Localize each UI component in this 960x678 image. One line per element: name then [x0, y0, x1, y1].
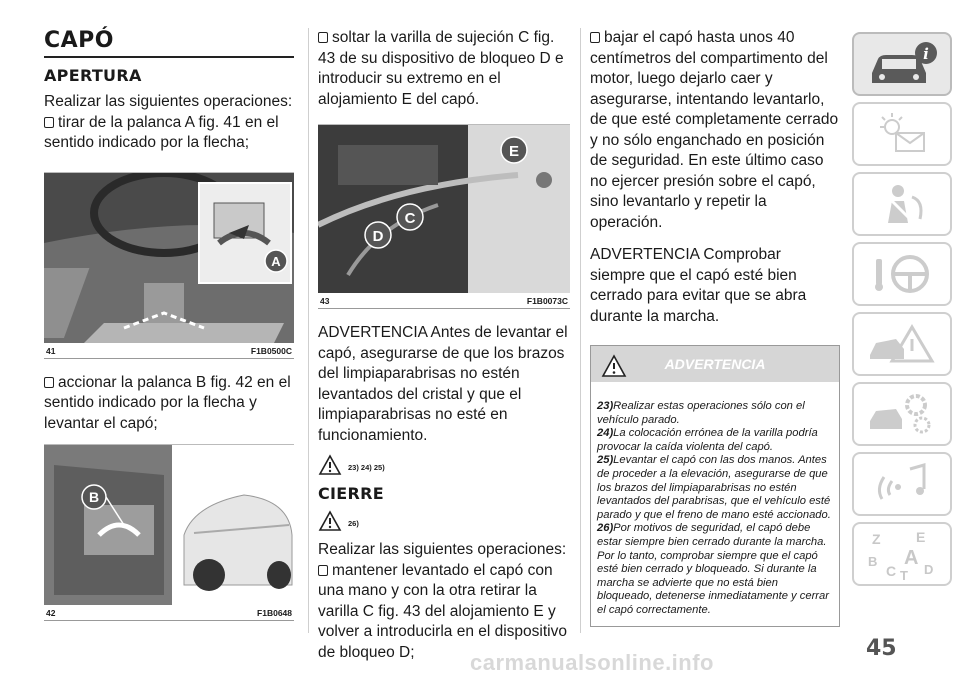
- multimedia-icon: [862, 459, 942, 509]
- page-number: 45: [866, 636, 897, 661]
- driving-icon: [862, 249, 942, 299]
- tab-warning-lights[interactable]: [852, 102, 952, 166]
- tab-index[interactable]: [852, 522, 952, 586]
- warning-refs-2: [318, 510, 570, 532]
- figure-number: 43: [320, 296, 330, 306]
- advertencia-title: ADVERTENCIA: [664, 356, 766, 372]
- svg-text:T: T: [900, 568, 908, 582]
- tab-driving[interactable]: [852, 242, 952, 306]
- safety-icon: [862, 179, 942, 229]
- svg-text:D: D: [924, 562, 934, 577]
- column-right: [590, 28, 840, 627]
- warning-paragraph: ADVERTENCIA Antes de levantar el capó, asegurarse de que los brazos del limpiaparabrisas no estén levantados del cristal y que el limpiaparabrisas no esté en funcionamiento.: [318, 324, 568, 444]
- warning-refs: 23) 24) 25): [348, 463, 385, 472]
- figure-number: 41: [46, 345, 56, 356]
- checkbox-bullet-icon: [318, 32, 328, 43]
- subsection-title-apertura: APERTURA: [44, 66, 142, 85]
- tab-multimedia[interactable]: [852, 452, 952, 516]
- tab-car-info[interactable]: [852, 32, 952, 96]
- figure-42-caption: [44, 605, 294, 621]
- subsection-title-cierre: CIERRE: [318, 484, 384, 503]
- svg-text:E: E: [916, 529, 926, 545]
- figure-41-image: [44, 173, 294, 343]
- callout-b: B: [88, 489, 100, 505]
- figure-42: [44, 444, 294, 621]
- svg-text:i: i: [923, 45, 929, 63]
- figure-code: F1B0648: [257, 608, 292, 618]
- index-icon: [862, 526, 942, 582]
- figure-42-image: [44, 445, 294, 605]
- svg-text:B: B: [868, 554, 878, 569]
- warning-paragraph-2: ADVERTENCIA Comprobar siempre que el capó esté bien cerrado para evitar que se abra durante la marcha.: [590, 246, 807, 325]
- advertencia-item: 26)Por motivos de seguridad, el capó debe estar siempre bien cerrado durante la marcha. Por lo tanto, comprobar siempre que el capó esté bien cerrado y bloqueado. Si durante la marcha se advierte que no está bien bloqueado, detenerse inmediatamente y cerrar el capó correctamente.: [597, 522, 829, 616]
- advertencia-header: [591, 346, 839, 382]
- step-2: accionar la palanca B fig. 42 en el sentido indicado por la flecha y levantar el capó;: [44, 373, 291, 432]
- title-divider: [44, 56, 294, 58]
- watermark: carmanualsonline.info: [470, 650, 714, 675]
- column-middle: [318, 28, 570, 663]
- advertencia-body: [591, 382, 839, 626]
- callout-c: C: [404, 210, 416, 227]
- advertencia-item: 23)Realizar estas operaciones sólo con el vehículo parado.: [597, 400, 805, 426]
- figure-code: F1B0073C: [526, 296, 568, 306]
- step-3: soltar la varilla de sujeción C fig. 43 de su dispositivo de bloqueo D e introducir su extremo en el alojamiento E del capó.: [318, 29, 564, 108]
- chapter-sidebar: [852, 32, 952, 592]
- emergency-icon: [862, 319, 942, 369]
- figure-43-caption: [318, 293, 570, 309]
- step-4: mantener levantado el capó con una mano y con la otra retirar la varilla C fig. 43 del alojamiento E y volver a introducirla en el dispositivo de bloqueo D;: [318, 561, 567, 661]
- warning-lights-icon: [862, 109, 942, 159]
- tab-maintenance[interactable]: [852, 382, 952, 446]
- section-title: CAPÓ: [44, 28, 114, 53]
- svg-text:C: C: [886, 563, 897, 579]
- callout-e: E: [508, 143, 520, 160]
- tab-safety[interactable]: [852, 172, 952, 236]
- step-1: tirar de la palanca A fig. 41 en el sentido indicado por la flecha;: [44, 113, 279, 151]
- column-divider: [580, 28, 581, 633]
- intro-text-2: Realizar las siguientes operaciones:: [318, 541, 567, 558]
- car-info-icon: [862, 39, 942, 89]
- callout-d: D: [372, 228, 384, 245]
- column-divider: [308, 28, 309, 633]
- checkbox-bullet-icon: [590, 32, 600, 43]
- warning-refs-1: [318, 454, 570, 476]
- warning-triangle-icon: [318, 510, 342, 532]
- checkbox-bullet-icon: [318, 565, 328, 576]
- intro-text: Realizar las siguientes operaciones:: [44, 93, 293, 110]
- advertencia-box: [590, 345, 840, 627]
- maintenance-icon: [862, 389, 942, 439]
- svg-text:Z: Z: [872, 531, 881, 547]
- advertencia-item: 25)Levantar el capó con las dos manos. Antes de proceder a la elevación, asegurarse de que los brazos del limpiaparabrisas no estén levantados del parabrisas, que el vehículo esté parado y que el freno de mano esté accionado.: [597, 454, 831, 521]
- callout-a: A: [271, 253, 281, 269]
- column-left: [44, 28, 294, 621]
- figure-43-image: [318, 125, 570, 293]
- warning-triangle-icon: [601, 354, 627, 378]
- checkbox-bullet-icon: [44, 117, 54, 128]
- svg-text:A: A: [904, 547, 919, 569]
- figure-43: [318, 124, 570, 309]
- figure-code: F1B0500C: [250, 345, 292, 356]
- checkbox-bullet-icon: [44, 377, 54, 388]
- warning-refs: 26): [348, 519, 359, 528]
- tab-emergency[interactable]: [852, 312, 952, 376]
- figure-number: 42: [46, 608, 56, 618]
- advertencia-item: 24)La colocación errónea de la varilla podría provocar la caída violenta del capó.: [597, 427, 818, 453]
- figure-41: [44, 172, 294, 359]
- step-5: bajar el capó hasta unos 40 centímetros del compartimento del motor, luego dejarlo caer y asegurarse, intentando levantarlo, de que esté completamente cerrado y no sólo enganchado en posición de seguridad. En este último caso no ejercer presión sobre el capó, sino levantarlo y repetir la operación.: [590, 29, 839, 231]
- figure-41-caption: [44, 343, 294, 359]
- warning-triangle-icon: [318, 454, 342, 476]
